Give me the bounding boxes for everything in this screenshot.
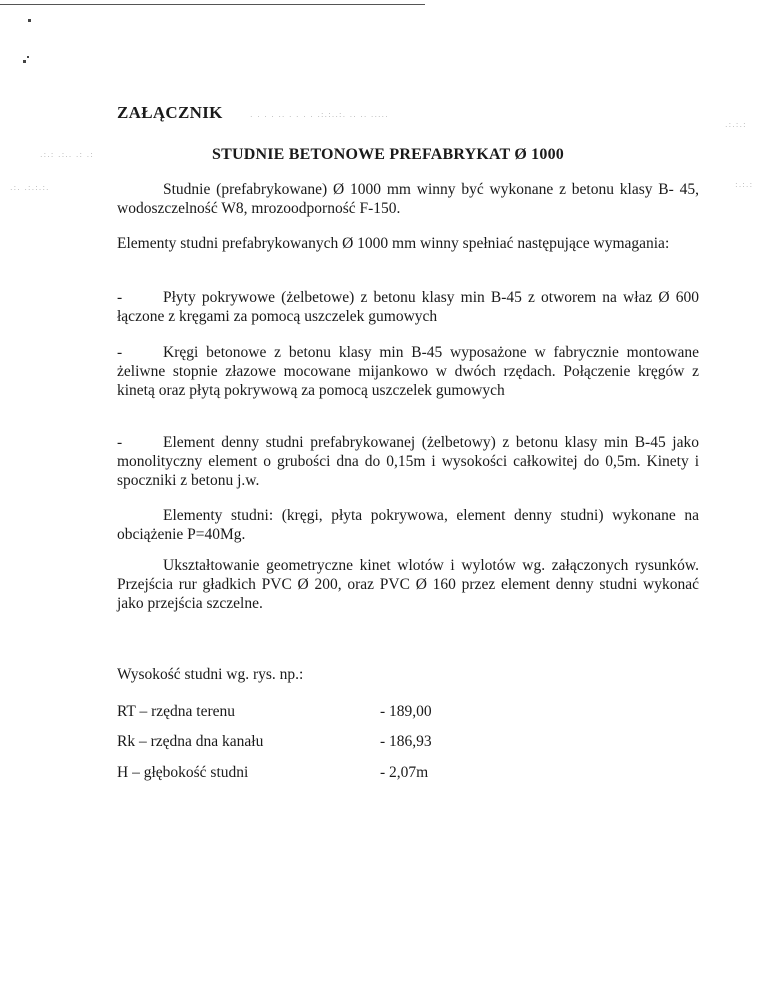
depth-row-well-depth [117,764,517,784]
depth-label: Rk – rzędna dna kanału [117,733,264,750]
scan-speck [27,56,29,58]
scan-speck [23,60,26,63]
bullet-item-cover-plates [117,288,699,326]
bullet-dash: - [117,289,123,306]
bullet-text: Kręgi betonowe z betonu klasy min B-45 wyposażone w fabrycznie montowane żeliwne stopnie złazowe mocowane mijankowo w dwóch rzędach. Połączenie kręgów z kinetą oraz płytą pokrywową za pomocą uszczelek gumowych [117,344,699,399]
scan-speck [28,19,31,22]
bullet-item-rings [117,343,699,400]
scan-border-line [0,4,425,5]
depth-row-terrain [117,703,517,723]
scan-noise: .:.: .:.. .: .: [40,150,94,159]
bullet-text: Płyty pokrywowe (żelbetowe) z betonu klasy min B-45 z otworem na właz Ø 600 łączone z kręgami za pomocą uszczelek gumowych [117,289,699,325]
depth-value: - 186,93 [380,733,432,750]
depth-label: RT – rzędna terenu [117,703,235,720]
depth-value: - 2,07m [380,764,429,781]
document-title: STUDNIE BETONOWE PREFABRYKAT Ø 1000 [212,146,564,163]
depth-row-channel-bottom [117,733,517,753]
depth-label: H – głębokość studni [117,764,249,781]
scan-noise: . . . . .. . . . . .:.:..:. .. .. ..... [250,110,389,119]
bullet-text: Element denny studni prefabrykowanej (żelbetowy) z betonu klasy min B-45 jako monolityczny element o grubości dna do 0,15m i wysokości całkowitej do 0,5m. Kinety i spoczniki z betonu j.w. [117,434,699,489]
attachment-heading: ZAŁĄCZNIK [117,103,223,122]
bullet-dash: - [117,434,123,451]
depth-value: - 189,00 [380,703,432,720]
paragraph-requirements-intro: Elementy studni prefabrykowanych Ø 1000 mm winny spełniać następujące wymagania: [117,235,670,252]
paragraph-geometry: Ukształtowanie geometryczne kinet wlotów i wylotów wg. załączonych rysunków. Przejścia rur gładkich PVC Ø 200, oraz PVC Ø 160 przez element denny studni wykonać jako przejścia szczelne. [117,557,699,612]
scan-noise: .:.:.: [725,120,747,129]
paragraph-depth-intro: Wysokość studni wg. rys. np.: [117,666,304,683]
paragraph-load-rating: Elementy studni: (kręgi, płyta pokrywowa, element denny studni) wykonane na obciążenie P=40Mg. [117,507,699,543]
bullet-item-bottom-element [117,433,699,490]
paragraph-material-spec: Studnie (prefabrykowane) Ø 1000 mm winny być wykonane z betonu klasy B- 45, wodoszczelność W8, mrozoodporność F-150. [117,181,699,217]
bullet-dash: - [117,344,123,361]
scan-noise: :.:.: [735,180,754,189]
scan-noise: .:. .:.:.:. [10,183,50,192]
